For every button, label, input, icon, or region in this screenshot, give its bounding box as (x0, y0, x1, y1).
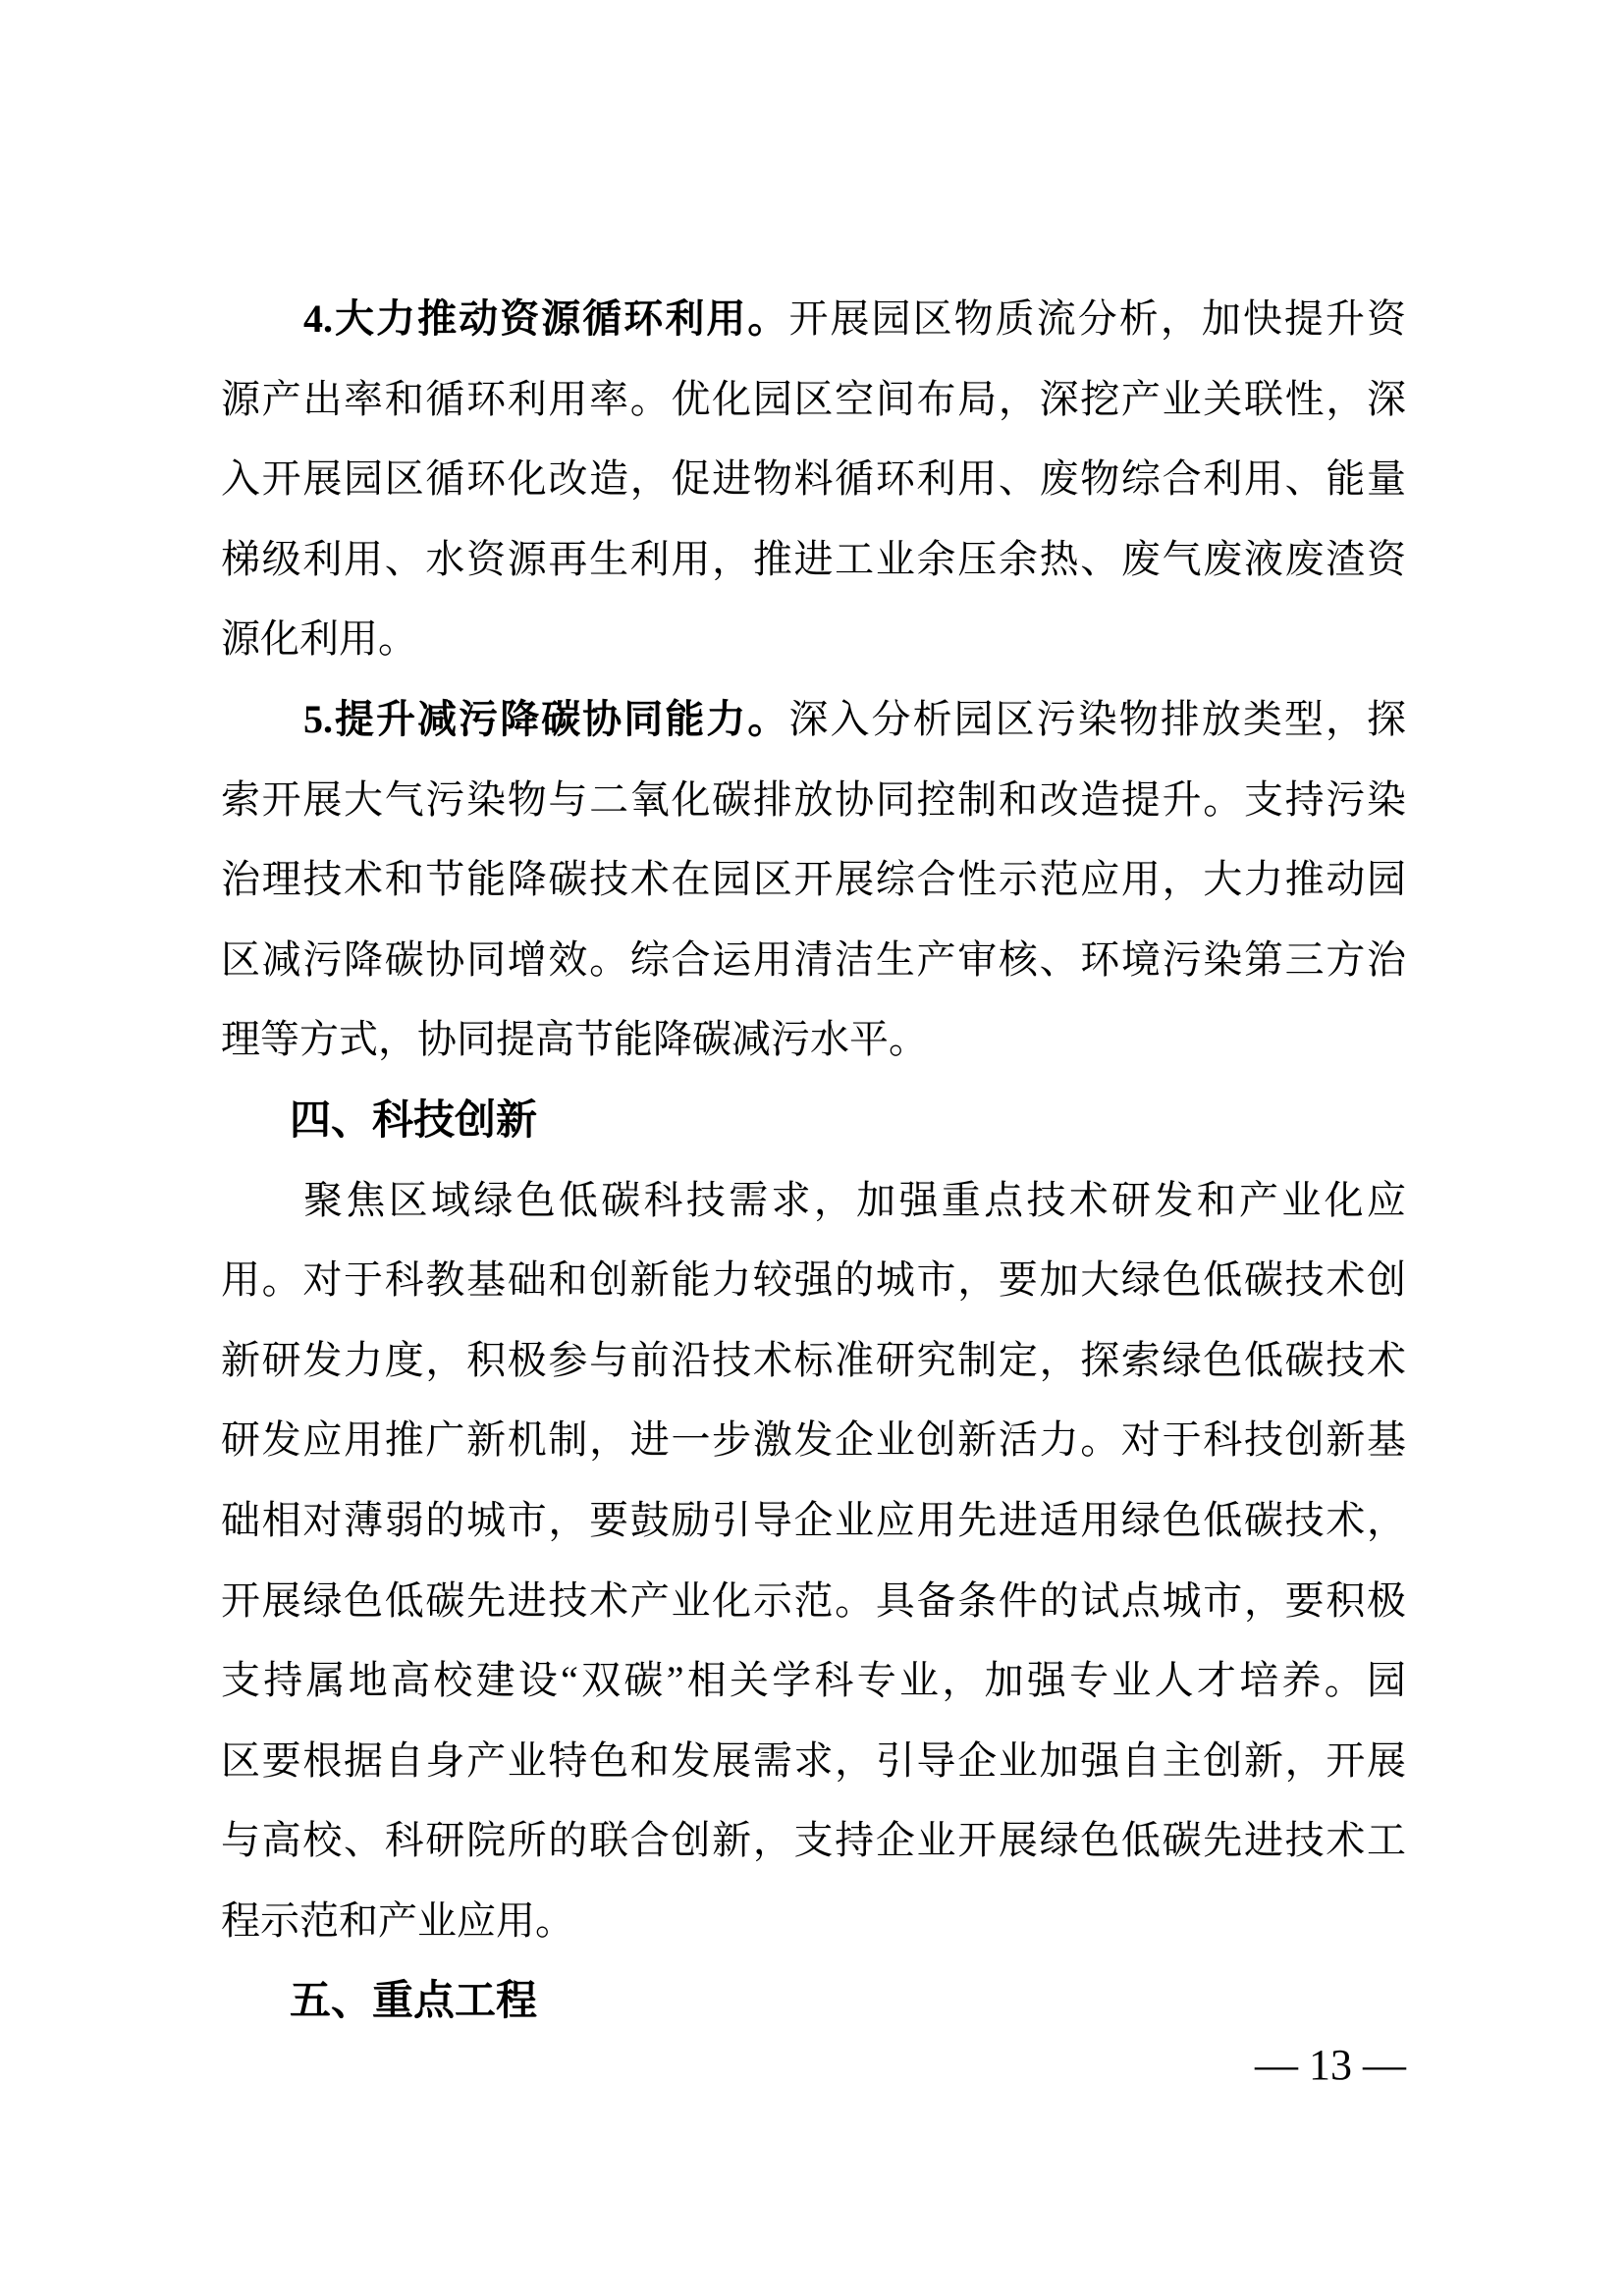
text-line: 源产出率和循环利用率。优化园区空间布局，深挖产业关联性，深 (221, 376, 1406, 421)
text-line: 治理技术和节能降碳技术在园区开展综合性示范应用，大力推动园 (221, 857, 1406, 902)
document-body (221, 279, 1406, 2041)
text-line: 新研发力度，积极参与前沿技术标准研究制定，探索绿色低碳技术 (221, 1337, 1406, 1382)
text-line: 与高校、科研院所的联合创新，支持企业开展绿色低碳先进技术工 (221, 1818, 1406, 1863)
section-heading: 五、重点工程 (290, 1977, 538, 2024)
page-number: — 13 — (1255, 2041, 1406, 2089)
text-line: 用。对于科教基础和创新能力较强的城市，要加大绿色低碳技术创 (221, 1257, 1406, 1303)
text-line: 聚焦区域绿色低碳科技需求，加强重点技术研发和产业化应 (303, 1177, 1406, 1222)
section-heading: 四、科技创新 (290, 1095, 538, 1143)
text-line: 入开展园区循环化改造，促进物料循环利用、废物综合利用、能量 (221, 456, 1406, 502)
text-line: 程示范和产业应用。 (221, 1897, 574, 1943)
paragraph-lead-bold: 4.大力推动资源循环利用。 (303, 296, 789, 341)
text-line: 理等方式，协同提高节能降碳减污水平。 (221, 1017, 928, 1062)
text-line: 梯级利用、水资源再生利用，推进工业余压余热、废气废液废渣资 (221, 536, 1406, 581)
text-line: 础相对薄弱的城市，要鼓励引导企业应用先进适用绿色低碳技术， (221, 1497, 1406, 1542)
text-line: 4.大力推动资源循环利用。开展园区物质流分析，加快提升资 (303, 296, 1406, 341)
text-line: 开展绿色低碳先进技术产业化示范。具备条件的试点城市，要积极 (221, 1577, 1406, 1623)
paragraph-lead-bold: 5.提升减污降碳协同能力。 (303, 696, 789, 741)
text-line: 源化利用。 (221, 616, 417, 662)
text-line: 区要根据自身产业特色和发展需求，引导企业加强自主创新，开展 (221, 1737, 1406, 1783)
text-line: 支持属地高校建设“双碳”相关学科专业，加强专业人才培养。园 (221, 1658, 1406, 1703)
text-line: 5.提升减污降碳协同能力。深入分析园区污染物排放类型，探 (303, 696, 1406, 741)
text-line: 区减污降碳协同增效。综合运用清洁生产审核、环境污染第三方治 (221, 936, 1406, 982)
text-line: 索开展大气污染物与二氧化碳排放协同控制和改造提升。支持污染 (221, 776, 1406, 822)
text-line: 研发应用推广新机制，进一步激发企业创新活力。对于科技创新基 (221, 1417, 1406, 1463)
